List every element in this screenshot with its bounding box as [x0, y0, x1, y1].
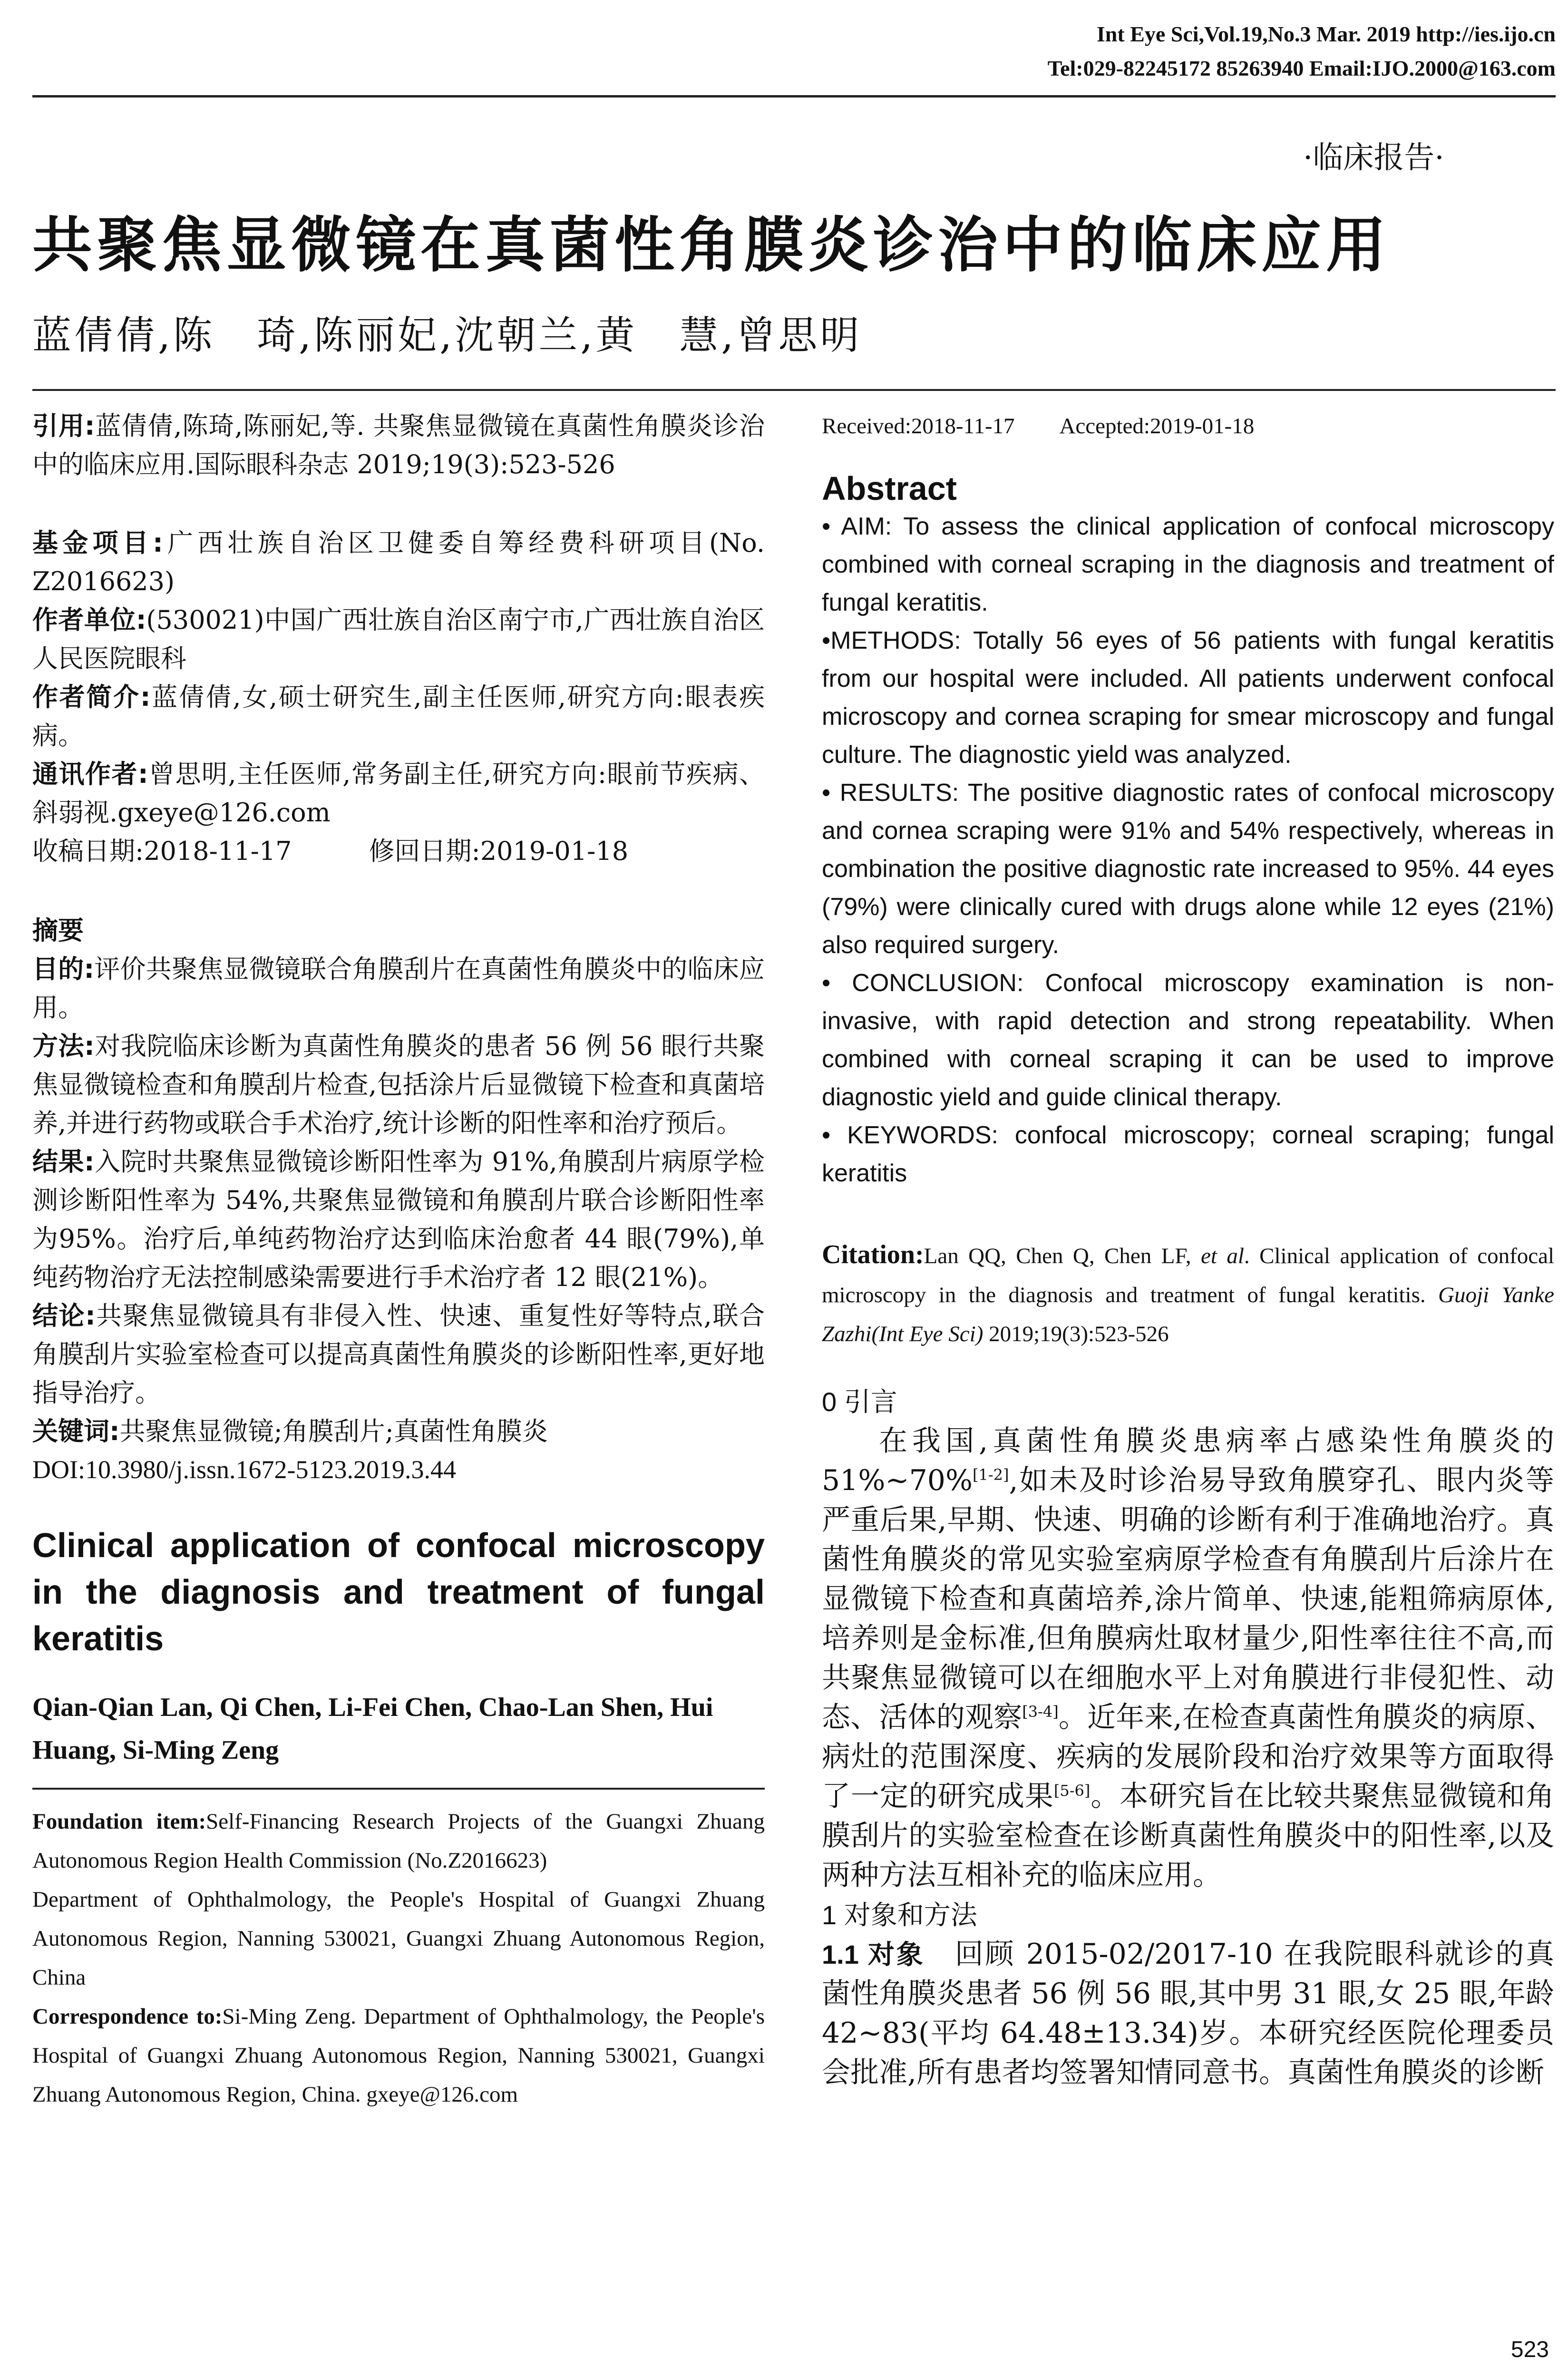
abstract-method-cn: 方法:对我院临床诊断为真菌性角膜炎的患者 56 例 56 眼行共聚焦显微镜检查和角膜刮片检查,包括涂片后显微镜下检查和真菌培养,并进行药物或联合手术治疗,统计诊断的阳性率和治疗预后。: [32, 1031, 765, 1138]
header-rule: [32, 95, 1556, 97]
abstract-result-cn: 结果:入院时共聚焦显微镜诊断阳性率为 91%,角膜刮片病原学检测诊断阳性率为 54%,共聚焦显微镜和角膜刮片联合诊断阳性率为95%。治疗后,单纯药物治疗达到临床治愈者 44 眼(79%),单纯药物治疗无法控制感染需要进行手术治疗者 12 眼(21%)。: [32, 1147, 765, 1292]
correspondence-en: Correspondence to:Si-Ming Zeng. Department of Ophthalmology, the People's Hospital of Guangxi Zhuang Autonomous Region, Nanning 530021, Guangxi Zhuang Autonomous Region, China. gxeye@126.com: [32, 2004, 765, 2107]
intro-paragraph: 在我国,真菌性角膜炎患病率占感染性角膜炎的 51%~70%[1-2],如未及时诊治易导致角膜穿孔、眼内炎等严重后果,早期、快速、明确的诊断有利于准确地治疗。真菌性角膜炎的常见实验室病原学检查有角膜刮片后涂片在显微镜下检查和真菌培养,涂片简单、快速,能粗筛病原体,培养则是金标准,但角膜病灶取材量少,阳性率往往不高,而共聚焦显微镜可以在细胞水平上对角膜进行非侵犯性、动态、活体的观察[3-4]。近年来,在检查真菌性角膜炎的病原、病灶的范围深度、疾病的发展阶段和治疗效果等方面取得了一定的研究成果[5-6]。本研究旨在比较共聚焦显微镜和角膜刮片的实验室检查在诊断真菌性角膜炎中的阳性率,以及两种方法互相补充的临床应用。: [822, 1424, 1555, 1892]
author-list: 蓝倩倩,陈 琦,陈丽妃,沈朝兰,黄 慧,曾思明: [32, 313, 862, 358]
abstract-methods-en: •METHODS: Totally 56 eyes of 56 patients with fungal keratitis from our hospital were included. All patients underwent confocal microscopy and cornea scraping for smear microscopy and fungal culture. The diagnostic yield was analyzed.: [822, 627, 1555, 769]
fund-item: 基金项目:广西壮族自治区卫健委自筹经费科研项目(No. Z2016623): [32, 528, 765, 596]
abstract-aim-en: • AIM: To assess the clinical application of confocal microscopy combined with corneal scraping in the diagnosis and treatment of fungal keratitis.: [822, 513, 1554, 616]
keywords-en: • KEYWORDS: confocal microscopy; corneal scraping; fungal keratitis: [822, 1121, 1554, 1187]
title-rule: [32, 389, 1556, 391]
abstract-heading-cn: 摘要: [32, 916, 84, 945]
author-bio: 作者简介:蓝倩倩,女,硕士研究生,副主任医师,研究方向:眼表疾病。: [32, 682, 765, 750]
abstract-conclusion-en: • CONCLUSION: Confocal microscopy examination is non- invasive, with rapid detection and strong repeatability. When combined with corneal scraping it can be used to improve diagnostic yield and guide clinical therapy.: [822, 969, 1554, 1111]
foundation-item-en: Foundation item:Self-Financing Research Projects of the Guangxi Zhuang Autonomous Region Health Commission (No.Z2016623): [32, 1809, 765, 1873]
doi: DOI:10.3980/j.issn.1672-5123.2019.3.44: [32, 1455, 456, 1484]
right-column: [822, 407, 1554, 2093]
keywords-cn: 关键词:共聚焦显微镜;角膜刮片;真菌性角膜炎: [32, 1416, 548, 1446]
journal-header-line2: Tel:029-82245172 85263940 Email:IJO.2000@163.com: [1047, 56, 1556, 80]
page-number: 523: [1510, 2337, 1549, 2362]
english-authors: Qian-Qian Lan, Qi Chen, Li-Fei Chen, Chao-Lan Shen, Hui Huang, Si-Ming Zeng: [32, 1693, 713, 1765]
left-column: [32, 407, 765, 2114]
citation-cn: 引用:蓝倩倩,陈琦,陈丽妃,等. 共聚焦显微镜在真菌性角膜炎诊治中的临床应用.国际眼科杂志 2019;19(3):523-526: [32, 411, 765, 479]
page-title: 共聚焦显微镜在真菌性角膜炎诊治中的临床应用: [32, 210, 1391, 280]
subjects-paragraph: 1.1 对象 回顾 2015-02/2017-10 在我院眼科就诊的真菌性角膜炎患者 56 例 56 眼,其中男 31 眼,女 25 眼,年龄 42~83(平均 64.48±13.34)岁。本研究经医院伦理委员会批准,所有患者均签署知情同意书。真菌性角膜炎的诊断: [822, 1938, 1555, 2089]
department-en: Department of Ophthalmology, the People's Hospital of Guangxi Zhuang Autonomous Region, Nanning 530021, Guangxi Zhuang Autonomous Region, China: [32, 1887, 765, 1990]
abstract-conclusion-cn: 结论:共聚焦显微镜具有非侵入性、快速、重复性好等特点,联合角膜刮片实验室检查可以提高真菌性角膜炎的诊断阳性率,更好地指导治疗。: [32, 1301, 765, 1408]
citation-en: Citation:Lan QQ, Chen Q, Chen LF, et al. Clinical application of confocal microscopy in the diagnosis and treatment of fungal keratitis. Guoji Yanke Zazhi(Int Eye Sci) 2019;19(3):523-526: [822, 1240, 1554, 1346]
abstract-results-en: • RESULTS: The positive diagnostic rates of confocal microscopy and cornea scraping were 91% and 54% respectively, whereas in combination the positive diagnostic rate increased to 95%. 44 eyes (79%) were clinically cured with drugs alone while 12 eyes (21%) also required surgery.: [822, 779, 1554, 959]
author-unit: 作者单位:(530021)中国广西壮族自治区南宁市,广西壮族自治区人民医院眼科: [32, 605, 765, 673]
intro-heading: 0 引言: [822, 1387, 897, 1417]
dates-cn: 收稿日期:2018-11-17 修回日期:2019-01-18: [32, 836, 629, 866]
corresponding-author: 通讯作者:曾思明,主任医师,常务副主任,研究方向:眼前节疾病、斜弱视.gxeye@126.com: [32, 759, 765, 828]
methods-heading: 1 对象和方法: [822, 1900, 977, 1930]
section-label: ·临床报告·: [1303, 140, 1444, 175]
received-accepted: Received:2018-11-17 Accepted:2019-01-18: [822, 414, 1255, 438]
english-title: Clinical application of confocal microscopy in the diagnosis and treatment of fungal keratitis: [32, 1527, 765, 1658]
abstract-aim-cn: 目的:评价共聚焦显微镜联合角膜刮片在真菌性角膜炎中的临床应用。: [32, 954, 765, 1023]
journal-header-line1: Int Eye Sci,Vol.19,No.3 Mar. 2019 http://ies.ijo.cn: [1096, 22, 1556, 46]
abstract-heading-en: Abstract: [822, 470, 957, 507]
